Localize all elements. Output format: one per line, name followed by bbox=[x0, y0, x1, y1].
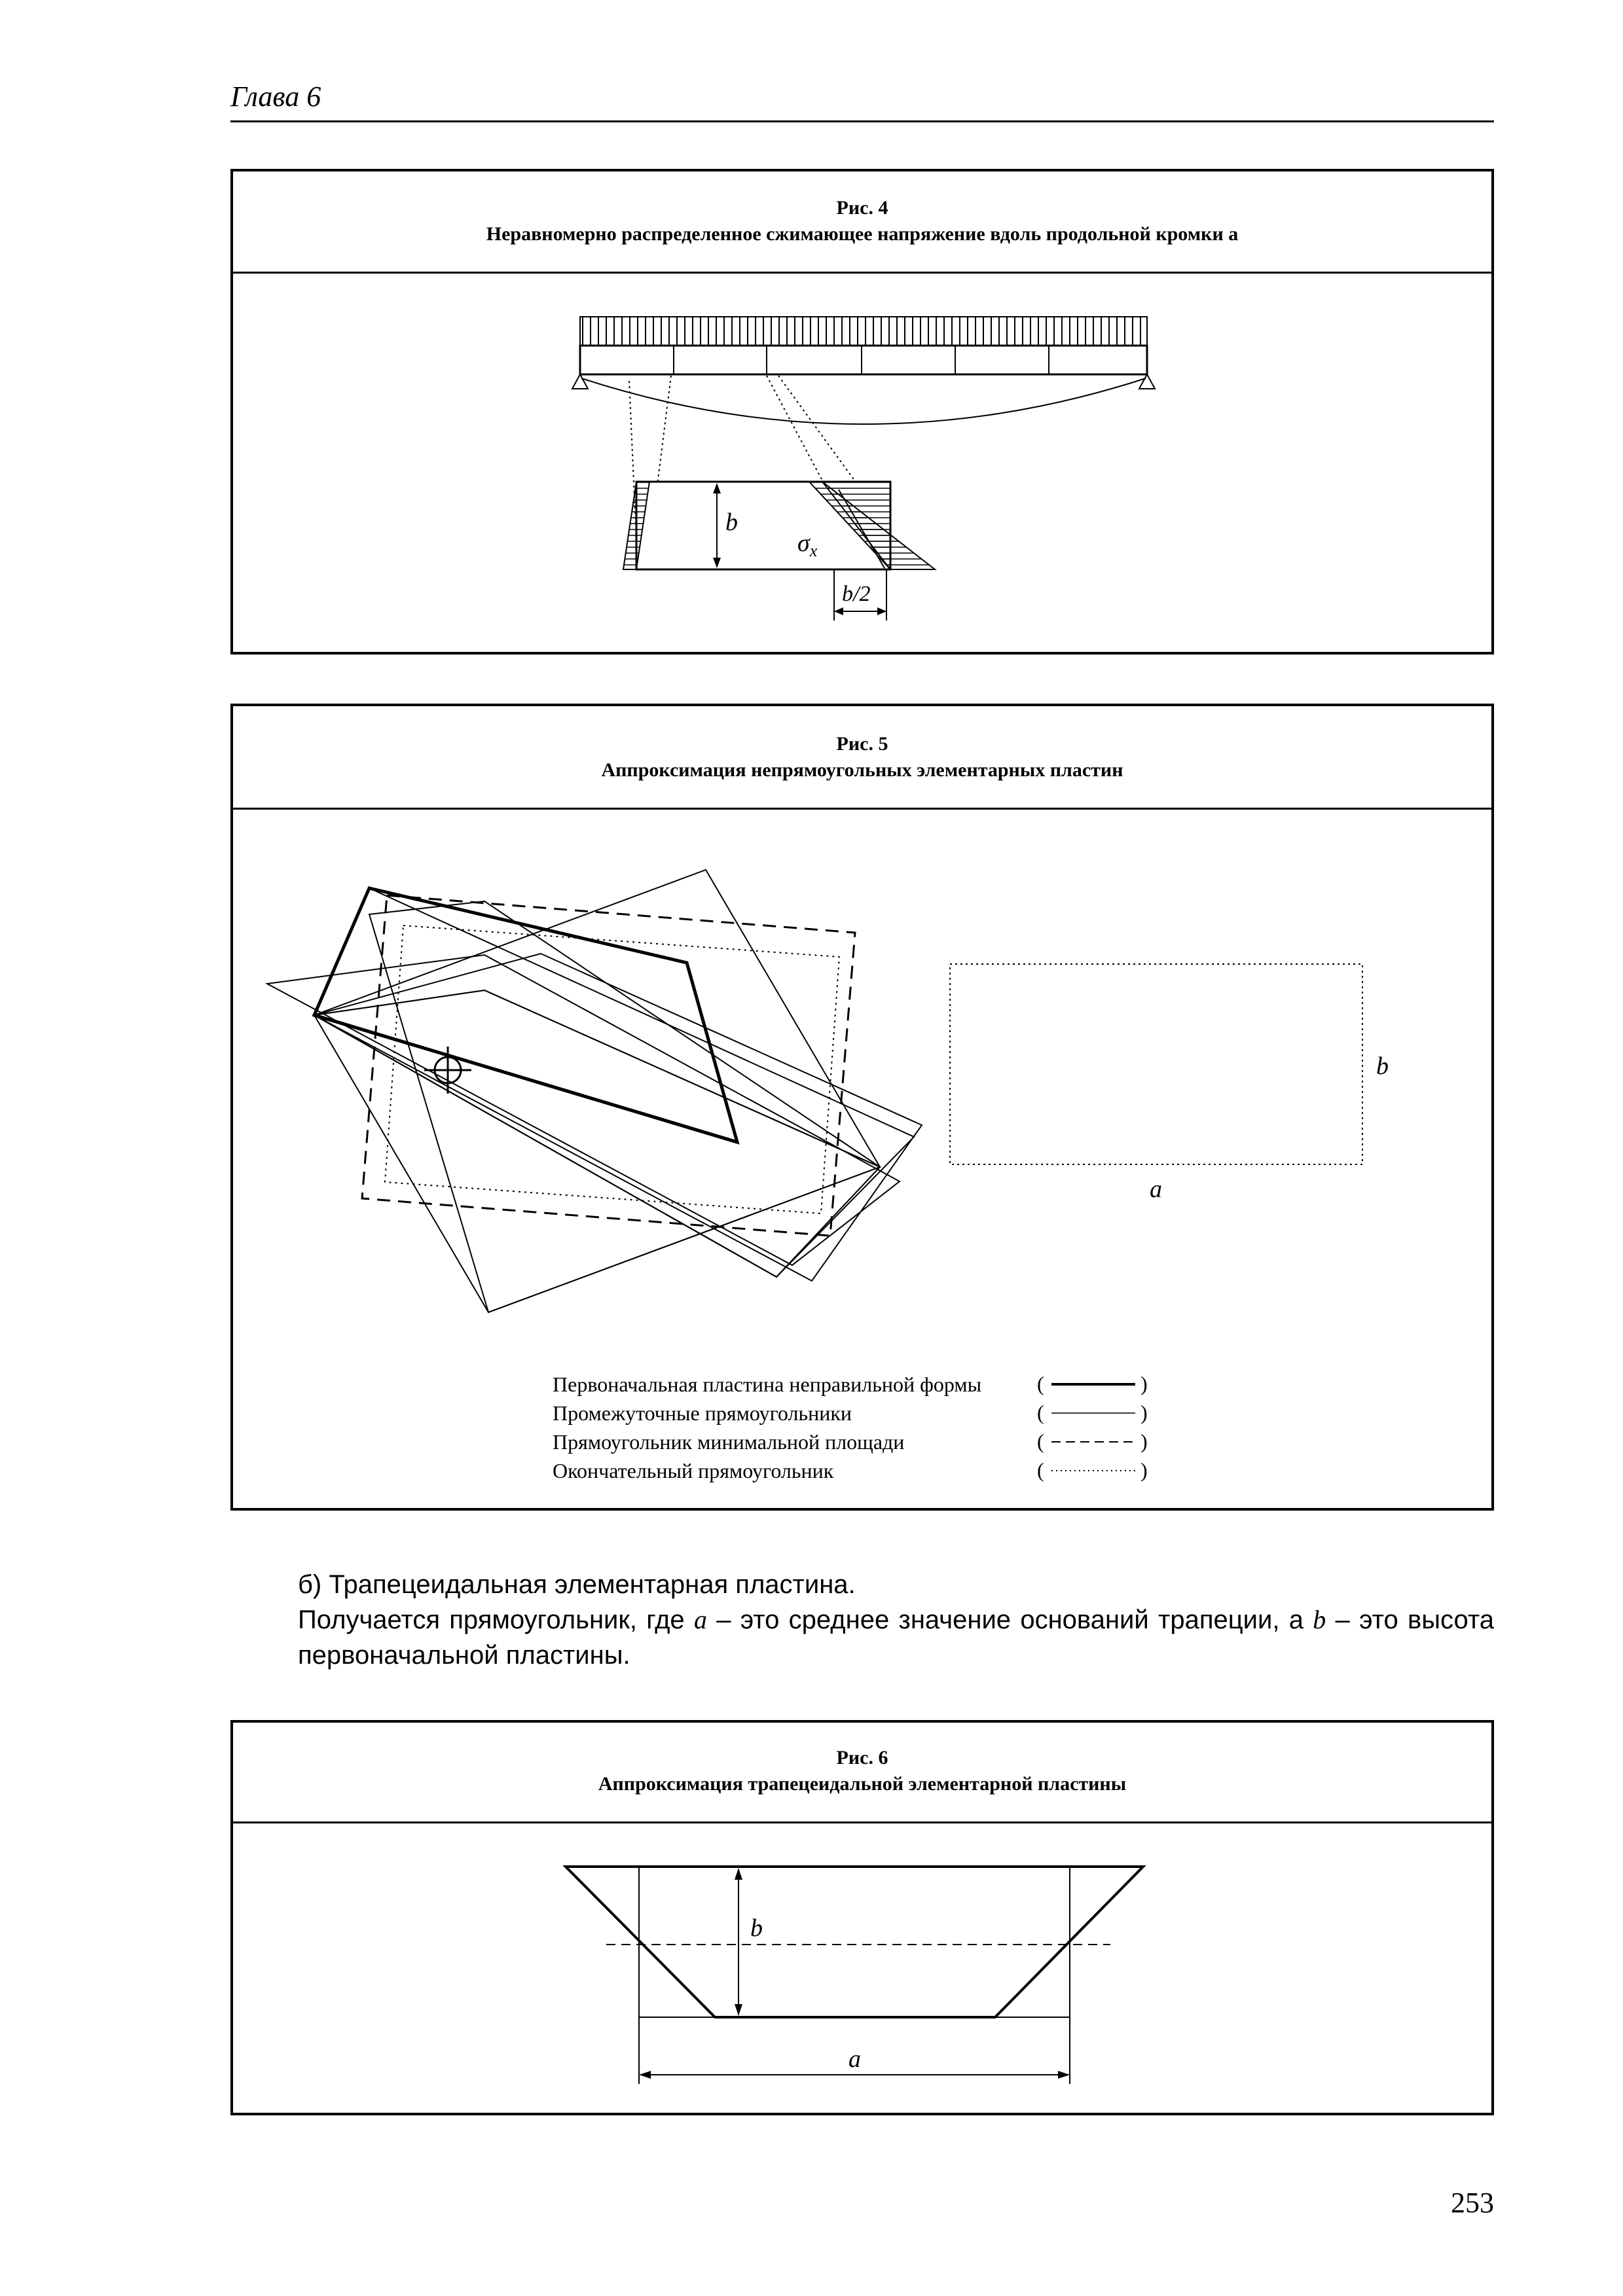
body-text-part: – это среднее значение оснований трапеции, а bbox=[716, 1605, 1304, 1634]
figure-5-header bbox=[233, 706, 1491, 810]
legend-text: Окончательный прямоугольник bbox=[553, 1459, 834, 1482]
figure-6 bbox=[230, 1720, 1494, 2115]
figure-4 bbox=[230, 169, 1494, 655]
paragraph-body bbox=[298, 1602, 1494, 1673]
figure-5-body bbox=[233, 810, 1491, 1508]
legend-text: Прямоугольник минимальной площади bbox=[553, 1430, 905, 1454]
figure-4-number: Рис. 4 bbox=[836, 197, 888, 219]
figure-4-caption: Неравномерно распределенное сжимающее напряжение вдоль продольной кромки a bbox=[486, 223, 1239, 245]
svg-text:(: ( bbox=[1037, 1429, 1044, 1453]
running-header bbox=[230, 77, 1494, 122]
figure-6-number: Рис. 6 bbox=[836, 1747, 888, 1768]
figure-4-drawing bbox=[233, 274, 1491, 652]
fig4-half-b-label: b/2 bbox=[842, 582, 871, 606]
figure-5-number: Рис. 5 bbox=[836, 733, 888, 755]
variable-a: a bbox=[693, 1605, 707, 1634]
figure-6-caption: Аппроксимация трапецеидальной элементарной пластины bbox=[598, 1773, 1127, 1795]
solid-thick-line-icon bbox=[1037, 1370, 1155, 1399]
fig5-a-label: a bbox=[1150, 1175, 1162, 1203]
chapter-title: Глава 6 bbox=[230, 81, 321, 113]
figure-4-body bbox=[233, 274, 1491, 652]
paragraph-heading-text: б) Трапецеидальная элементарная пластина. bbox=[298, 1570, 856, 1599]
dotted-line-icon bbox=[1037, 1456, 1155, 1485]
svg-text:(: ( bbox=[1037, 1372, 1044, 1395]
svg-text:): ) bbox=[1140, 1429, 1148, 1453]
fig6-b-label: b bbox=[750, 1914, 763, 1942]
figure-6-drawing bbox=[233, 1823, 1491, 2113]
fig6-a-label: a bbox=[848, 2045, 861, 2073]
solid-thin-line-icon bbox=[1037, 1399, 1155, 1427]
fig4-b-label: b bbox=[725, 509, 738, 536]
figure-5-legend bbox=[553, 1370, 1194, 1485]
body-text-part: Получается прямоугольник, где bbox=[298, 1605, 685, 1634]
variable-b: b bbox=[1313, 1605, 1326, 1634]
figure-4-header bbox=[233, 171, 1491, 274]
svg-text:(: ( bbox=[1037, 1458, 1044, 1482]
svg-text:): ) bbox=[1140, 1401, 1148, 1424]
legend-item bbox=[553, 1399, 1194, 1427]
paragraph-heading bbox=[298, 1567, 1494, 1602]
figure-5-caption: Аппроксимация непрямоугольных элементарных пластин bbox=[601, 759, 1123, 781]
fig4-sigma-label: $\sigma_x$ bbox=[797, 529, 818, 560]
legend-item bbox=[553, 1370, 1194, 1399]
body-text-part: – это высота первоначальной пластины. bbox=[298, 1605, 1494, 1670]
figure-6-body bbox=[233, 1823, 1491, 2113]
dashed-line-icon bbox=[1037, 1427, 1155, 1456]
figure-5 bbox=[230, 704, 1494, 1511]
svg-text:): ) bbox=[1140, 1372, 1148, 1395]
figure-6-header bbox=[233, 1723, 1491, 1823]
legend-text: Первоначальная пластина неправильной формы bbox=[553, 1372, 982, 1396]
fig5-b-label: b bbox=[1376, 1052, 1389, 1080]
legend-item bbox=[553, 1427, 1194, 1456]
svg-text:): ) bbox=[1140, 1458, 1148, 1482]
svg-text:(: ( bbox=[1037, 1401, 1044, 1424]
legend-item bbox=[553, 1456, 1194, 1485]
page-number: 253 bbox=[1451, 2187, 1494, 2219]
legend-text: Промежуточные прямоугольники bbox=[553, 1401, 852, 1425]
